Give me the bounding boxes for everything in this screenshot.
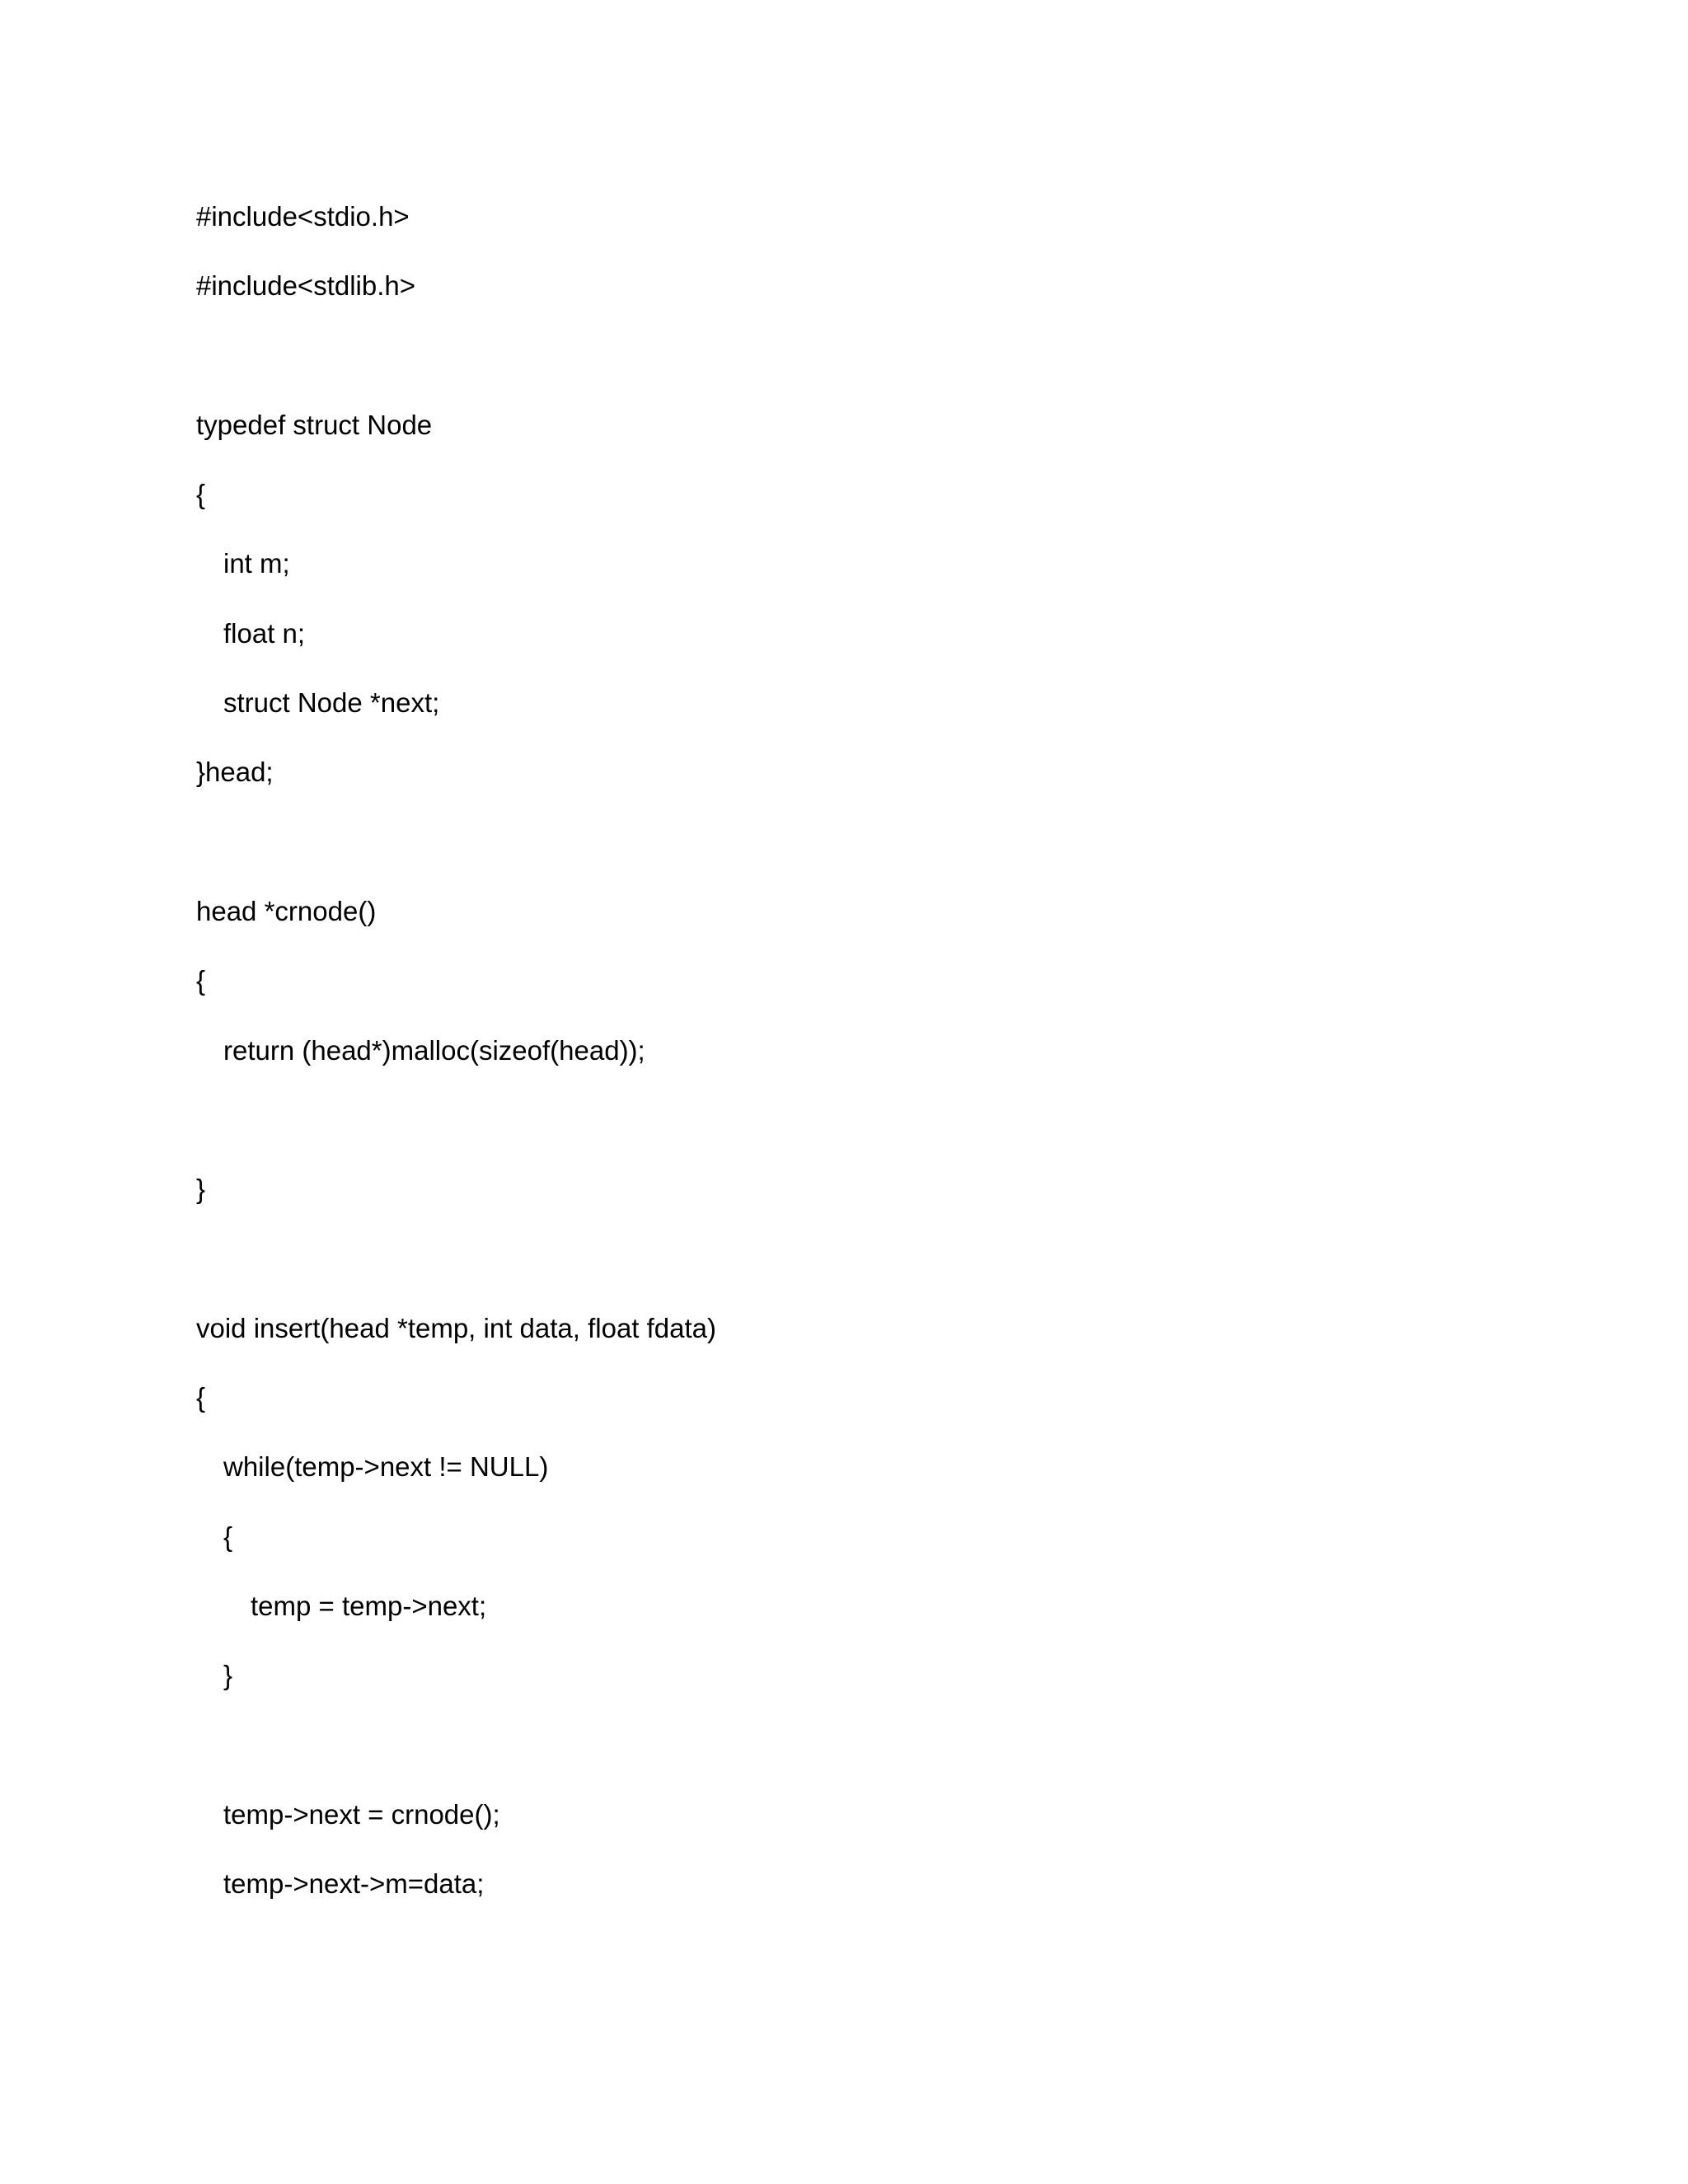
code-line: void insert(head *temp, int data, float fdata): [196, 1312, 717, 1343]
code-line: head *crnode(): [196, 895, 377, 926]
blank-line: [196, 1234, 716, 1303]
code-line: float n;: [223, 617, 306, 649]
code-line: }: [223, 1660, 233, 1691]
code-line: while(temp->next != NULL): [223, 1451, 549, 1483]
code-line: {: [196, 965, 206, 996]
blank-line: [196, 1095, 716, 1165]
code-line: temp->next = crnode();: [223, 1798, 500, 1830]
code-line: #include<stdlib.h>: [196, 270, 416, 302]
code-line: {: [223, 1521, 233, 1552]
code-listing: [196, 192, 716, 1929]
code-line: temp->next->m=data;: [223, 1868, 485, 1900]
code-line: }: [196, 1174, 206, 1205]
code-line: }head;: [196, 757, 274, 788]
code-line: struct Node *next;: [223, 687, 440, 719]
code-line: temp = temp->next;: [251, 1590, 487, 1621]
blank-line: [196, 1721, 716, 1790]
code-line: #include<stdio.h>: [196, 201, 410, 232]
code-line: return (head*)malloc(sizeof(head));: [223, 1034, 645, 1066]
code-line: int m;: [223, 548, 290, 579]
blank-line: [196, 331, 716, 401]
code-line: typedef struct Node: [196, 409, 433, 440]
blank-line: [196, 818, 716, 887]
code-line: {: [196, 479, 206, 510]
code-line: {: [196, 1382, 206, 1413]
